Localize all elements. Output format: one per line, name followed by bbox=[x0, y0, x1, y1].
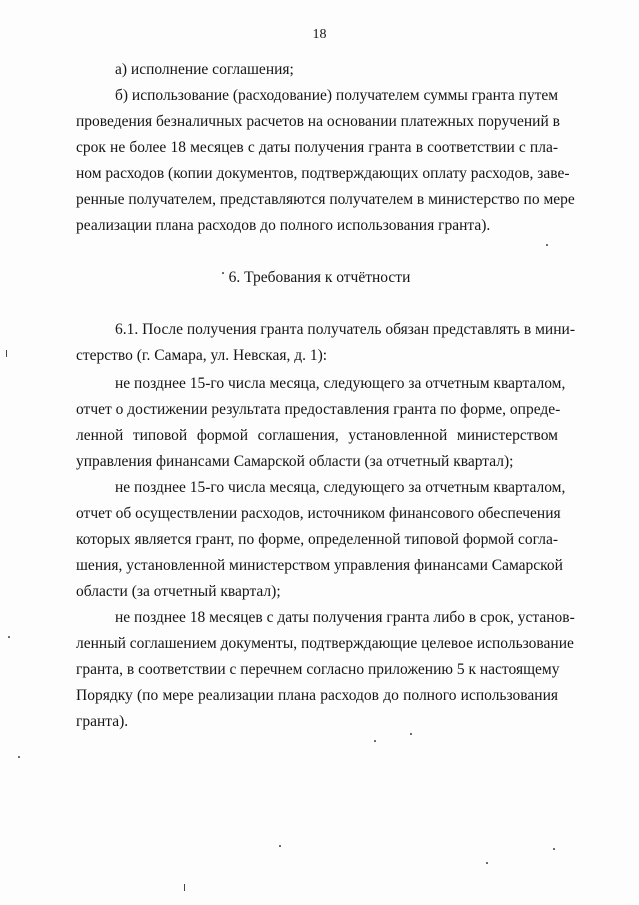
page-number: 18 bbox=[312, 27, 327, 42]
text-line: не позднее 15-го числа месяца, следующего за отчетным кварталом, bbox=[115, 479, 566, 496]
scan-speck bbox=[410, 733, 412, 735]
text-line: отчет о достижении результата предоставления гранта по форме, опреде- bbox=[76, 401, 561, 418]
scan-speck bbox=[553, 848, 555, 850]
text-line: ренные получателем, представляются получателем в министерство по мере bbox=[76, 191, 575, 208]
text-line: не позднее 18 месяцев с даты получения гранта либо в срок, установ- bbox=[115, 609, 575, 626]
text-line: ленной типовой формой соглашения, установленной министерством bbox=[76, 427, 558, 444]
text-line: шения, установленной министерством управления финансами Самарской bbox=[76, 557, 563, 574]
scan-mark bbox=[6, 350, 7, 357]
text-line: управления финансами Самарской области (за отчетный квартал); bbox=[76, 453, 514, 470]
scan-speck bbox=[546, 244, 548, 246]
scan-speck bbox=[222, 272, 224, 274]
text-line: проведения безналичных расчетов на основании платежных поручений в bbox=[76, 113, 560, 130]
text-line: области (за отчетный квартал); bbox=[76, 583, 281, 600]
text-line: отчет об осуществлении расходов, источником финансового обеспечения bbox=[76, 505, 561, 522]
section-heading: 6. Требования к отчётности bbox=[228, 269, 411, 286]
scan-speck bbox=[374, 740, 376, 742]
text-line: срок не более 18 месяцев с даты получения гранта в соответствии с пла- bbox=[76, 139, 558, 156]
text-line: ном расходов (копии документов, подтверждающих оплату расходов, заве- bbox=[76, 165, 570, 182]
text-line: Порядку (по мере реализации плана расходов до полного использования bbox=[76, 687, 558, 704]
scan-speck bbox=[486, 862, 488, 864]
text-line: б) использование (расходование) получателем суммы гранта путем bbox=[115, 87, 559, 104]
text-line: гранта). bbox=[76, 713, 129, 730]
text-line: а) исполнение соглашения; bbox=[115, 61, 294, 78]
scan-speck bbox=[8, 636, 10, 638]
text-line: реализации плана расходов до полного использования гранта). bbox=[76, 217, 491, 234]
text-line: стерство (г. Самара, ул. Невская, д. 1): bbox=[76, 347, 328, 364]
text-line: не позднее 15-го числа месяца, следующего за отчетным кварталом, bbox=[115, 375, 566, 392]
text-line: ленный соглашением документы, подтверждающие целевое использование bbox=[76, 635, 574, 652]
scan-speck bbox=[18, 756, 20, 758]
scan-mark bbox=[184, 884, 185, 891]
text-line: гранта, в соответствии с перечнем согласно приложению 5 к настоящему bbox=[76, 661, 560, 678]
scan-speck bbox=[279, 845, 281, 847]
text-line: 6.1. После получения гранта получатель обязан представлять в мини- bbox=[115, 321, 575, 338]
text-line: которых является грант, по форме, определенной типовой формой согла- bbox=[76, 531, 558, 548]
